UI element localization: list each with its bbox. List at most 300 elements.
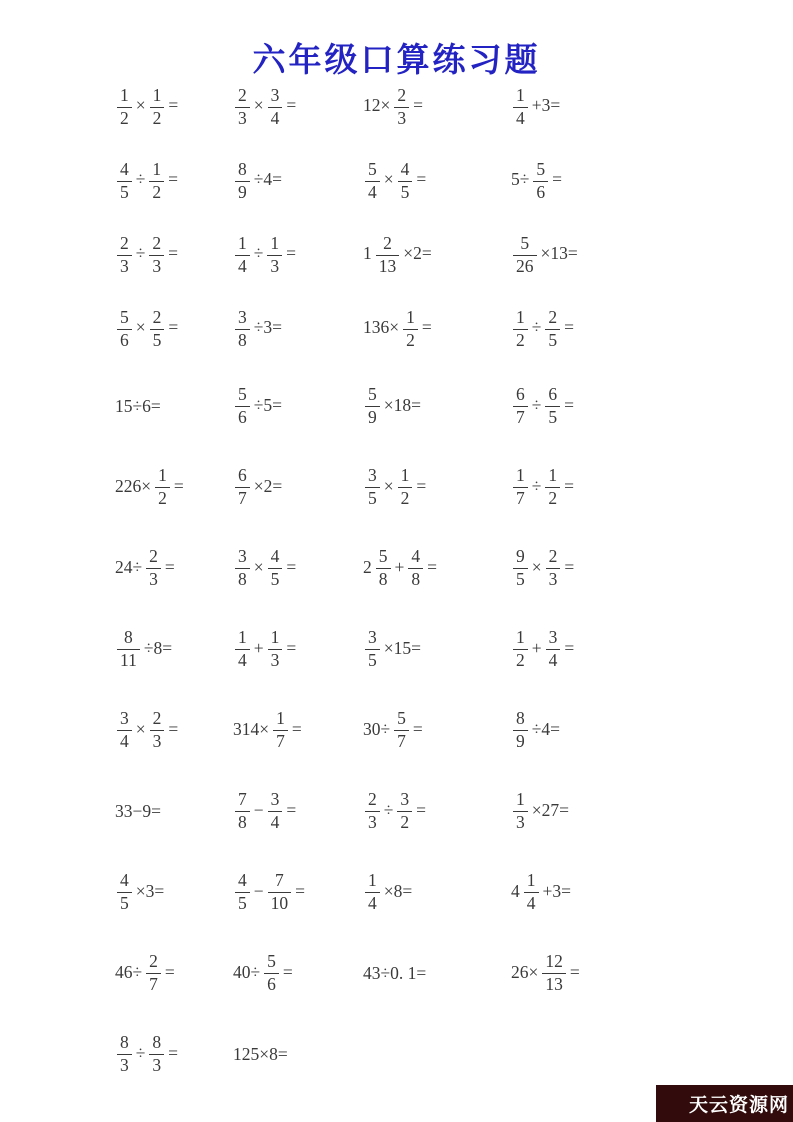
fraction-numerator: 1 [513,86,528,108]
fraction-denominator: 5 [400,181,410,202]
math-token: − [253,880,264,901]
fraction-denominator: 7 [238,488,247,508]
math-token: 314× [233,718,270,739]
problem-cell [510,628,793,670]
fraction [365,628,380,670]
fraction [513,790,528,832]
problem-cell [232,790,362,832]
fraction-denominator: 5 [368,650,377,670]
math-token: ×3= [135,880,165,901]
math-problem [114,870,165,913]
problem-cell [114,547,232,589]
problem-rows [114,70,793,1095]
math-token: ×2= [403,243,432,264]
problem-row [114,771,793,852]
fraction [235,234,250,276]
fraction-numerator: 1 [513,308,528,330]
math-token: 30÷ [363,718,391,739]
math-problem [510,951,581,994]
math-problem [232,1044,289,1064]
fraction-denominator: 4 [270,812,280,832]
fraction-denominator: 2 [516,650,525,670]
fraction [542,952,566,994]
fraction [545,308,560,350]
fraction [268,86,283,128]
fraction-numerator: 7 [268,871,292,893]
fraction [264,952,279,994]
problem-cell [362,385,510,427]
fraction [546,547,561,589]
math-token: ÷ [135,169,146,190]
fraction [235,385,250,427]
math-problem [232,708,303,751]
fraction-numerator: 3 [235,547,250,569]
math-problem [114,232,179,276]
fraction-denominator: 7 [516,407,525,427]
fraction [235,871,250,913]
fraction-numerator: 4 [398,160,413,182]
math-token: = [564,475,574,496]
math-token: = [569,961,580,982]
math-token: ×13= [540,243,578,264]
math-token: = [286,556,297,577]
fraction-numerator: 9 [513,547,528,569]
math-problem [362,627,422,670]
fraction [545,385,560,427]
problem-row [114,852,793,933]
fraction-numerator: 1 [365,871,380,893]
math-token: ×15= [383,637,421,658]
fraction-denominator: 5 [120,181,129,202]
fraction-denominator: 9 [238,181,247,202]
math-token: ÷5= [253,394,282,415]
math-problem [232,158,283,202]
fraction [235,628,250,670]
fraction-denominator: 4 [270,107,280,128]
math-token: = [413,95,423,116]
math-token: ÷ [135,243,146,264]
fraction-denominator: 26 [516,255,534,276]
fraction-numerator: 5 [365,385,380,407]
math-problem [114,396,162,416]
fraction-denominator: 6 [267,974,276,994]
fraction-numerator: 5 [513,234,537,256]
math-problem [362,306,433,350]
problem-cell [510,86,793,128]
fraction [376,234,400,276]
fraction [513,234,537,276]
fraction-numerator: 2 [394,86,409,108]
math-problem [232,232,297,276]
fraction [268,871,292,913]
fraction-numerator: 5 [235,385,250,407]
fraction-denominator: 2 [152,107,162,128]
math-token: = [168,243,178,264]
fraction [394,86,409,128]
fraction-denominator: 4 [368,893,377,913]
math-token: = [564,394,574,415]
fraction-denominator: 3 [368,812,377,832]
math-problem [362,546,438,589]
problem-cell [510,385,793,427]
math-problem [510,306,575,350]
fraction-denominator: 13 [545,974,563,994]
math-problem [114,158,179,202]
fraction-numerator: 3 [365,628,380,650]
fraction-numerator: 5 [117,308,132,330]
fraction-denominator: 2 [548,488,558,508]
problem-cell [362,466,510,508]
fraction-numerator: 5 [264,952,279,974]
math-token: × [253,95,264,116]
fraction-denominator: 4 [548,650,558,670]
fraction-denominator: 4 [120,731,129,751]
math-problem [114,546,176,589]
math-token: × [531,556,542,577]
fraction-numerator: 2 [150,709,165,731]
fraction-denominator: 2 [158,488,167,508]
problem-cell [232,1044,362,1065]
fraction [513,86,528,128]
math-token: = [416,169,427,190]
fraction-denominator: 5 [548,329,558,350]
fraction-denominator: 3 [238,107,247,128]
problem-cell [232,466,362,508]
fraction-numerator: 1 [398,466,413,488]
fraction-denominator: 5 [368,488,377,508]
fraction [117,86,132,128]
fraction-numerator: 1 [524,871,539,893]
fraction-denominator: 7 [516,488,525,508]
math-token: = [427,556,437,577]
fraction [235,308,250,350]
math-token: ×27= [531,799,569,820]
fraction-denominator: 13 [378,255,397,276]
fraction-denominator: 3 [516,812,525,832]
math-problem [510,627,575,670]
math-problem [362,232,433,276]
page-title: 六年级口算练习题 [252,40,541,79]
fraction-denominator: 4 [368,181,377,202]
math-problem [114,951,176,994]
fraction-numerator: 1 [235,628,250,650]
math-token: 4 [511,880,520,901]
fraction [268,628,283,670]
math-token: × [135,317,146,338]
fraction-denominator: 2 [152,181,162,202]
math-token: ÷ [135,1042,146,1063]
fraction-numerator: 1 [235,234,250,256]
fraction [268,790,283,832]
math-token: ÷ [531,394,542,415]
problem-row [114,366,793,447]
fraction-numerator: 4 [117,160,132,182]
fraction-numerator: 3 [397,790,412,812]
math-token: ÷8= [143,637,173,658]
problem-cell [114,709,232,751]
math-problem [510,465,575,508]
math-token: + [394,556,405,577]
fraction-numerator: 2 [365,790,380,812]
fraction-numerator: 7 [235,790,250,812]
fraction-denominator: 3 [152,255,162,276]
math-token: ×18= [383,394,421,415]
math-problem [232,84,297,128]
problem-cell [510,790,793,832]
math-token: 1 [363,243,372,264]
problem-cell [510,952,793,994]
problem-cell [114,871,232,913]
fraction [117,160,132,202]
fraction [149,160,164,202]
math-token: ÷3= [253,317,282,338]
math-problem [510,384,575,427]
problem-row [114,933,793,1014]
math-token: 26× [511,961,539,982]
math-token: = [282,961,293,982]
fraction-denominator: 3 [120,1055,129,1075]
fraction-numerator: 1 [513,628,528,650]
math-problem [362,84,424,128]
math-problem [232,951,294,994]
problem-cell [362,628,510,670]
fraction-denominator: 3 [120,255,129,276]
problem-row [114,70,793,144]
fraction-numerator: 3 [117,709,132,731]
math-token: = [291,718,302,739]
math-token: = [286,637,297,658]
problem-cell [362,160,510,202]
fraction-numerator: 1 [545,466,560,488]
fraction-numerator: 8 [117,628,140,650]
fraction-denominator: 2 [120,107,129,128]
math-token: = [168,169,178,190]
problem-cell [114,1033,232,1075]
problem-cell [510,871,793,913]
fraction [267,234,282,276]
fraction-denominator: 3 [270,255,280,276]
problem-cell [362,871,510,913]
problem-cell [362,234,510,276]
fraction-denominator: 8 [411,569,421,589]
fraction-denominator: 4 [238,650,247,670]
math-token: ÷4= [253,169,282,190]
math-token: = [173,475,184,496]
math-problem [232,789,297,832]
math-token: ÷ [531,475,542,496]
fraction [398,466,413,508]
problem-cell [114,952,232,994]
fraction-numerator: 3 [365,466,380,488]
fraction-numerator: 3 [546,628,561,650]
problem-cell [362,308,510,350]
math-token: = [421,317,432,338]
fraction-denominator: 3 [152,1055,162,1075]
fraction-denominator: 7 [276,731,285,751]
math-problem [232,384,283,427]
math-token: = [168,718,179,739]
math-token: = [416,799,426,820]
math-token: 43÷0. 1= [363,963,427,983]
math-problem [232,306,283,350]
fraction-denominator: 5 [120,893,129,913]
fraction-numerator: 2 [146,547,161,569]
problem-cell [114,466,232,508]
fraction-numerator: 8 [117,1033,132,1055]
fraction-denominator: 2 [406,329,415,350]
math-problem [510,708,561,751]
math-token: = [168,95,179,116]
fraction [513,308,528,350]
fraction-denominator: 6 [120,329,129,350]
math-token: = [564,317,574,338]
fraction [394,709,409,751]
fraction [365,871,380,913]
problem-row [114,1014,793,1095]
problem-cell [510,547,793,589]
math-token: = [564,637,575,658]
math-problem [114,465,185,508]
math-problem [232,546,297,589]
fraction-denominator: 2 [400,488,410,508]
fraction-numerator: 4 [117,871,132,893]
fraction [524,871,539,913]
problem-row [114,218,793,292]
fraction-numerator: 1 [150,86,165,108]
fraction-numerator: 6 [235,466,250,488]
fraction-denominator: 2 [516,329,525,350]
problem-cell [510,308,793,350]
fraction-denominator: 6 [536,181,546,202]
math-token: = [412,718,423,739]
math-problem [114,84,179,128]
fraction-numerator: 3 [268,86,283,108]
math-token: +3= [531,95,561,116]
fraction-numerator: 1 [117,86,132,108]
fraction-numerator: 3 [235,308,250,330]
fraction [533,160,548,202]
fraction [513,709,528,751]
fraction-denominator: 3 [152,731,162,751]
problem-cell [510,466,793,508]
math-token: × [383,475,394,496]
fraction-numerator: 3 [268,790,283,812]
fraction [235,790,250,832]
fraction-numerator: 1 [513,790,528,812]
fraction [235,547,250,589]
math-problem [510,158,563,202]
math-token: × [383,169,394,190]
fraction [546,628,561,670]
fraction [235,466,250,508]
problem-cell [232,952,362,994]
fraction-denominator: 3 [149,569,158,589]
fraction-numerator: 8 [235,160,250,182]
math-token: = [286,243,296,264]
problem-cell [232,385,362,427]
fraction-numerator: 1 [268,628,283,650]
math-problem [510,789,570,832]
math-problem [362,789,427,832]
math-token: ÷ [531,317,542,338]
math-token: = [168,1042,178,1063]
fraction-denominator: 7 [149,974,158,994]
problem-cell [232,234,362,276]
watermark-badge [656,1085,793,1122]
fraction-numerator: 2 [146,952,161,974]
fraction [365,160,380,202]
fraction [513,385,528,427]
fraction-numerator: 12 [542,952,566,974]
math-problem [114,708,179,751]
math-token: 125×8= [233,1044,288,1064]
math-problem [362,870,413,913]
math-problem [362,963,427,983]
fraction-numerator: 4 [268,547,283,569]
fraction [150,308,165,350]
fraction [398,160,413,202]
math-token: 15÷6= [115,396,161,416]
fraction-denominator: 5 [238,893,247,913]
fraction-numerator: 2 [376,234,400,256]
fraction-denominator: 4 [526,893,536,913]
math-problem [510,546,575,589]
math-token: 12× [363,95,391,116]
math-problem [114,627,173,670]
problem-row [114,690,793,771]
fraction [117,308,132,350]
math-token: 46÷ [115,961,143,982]
fraction [235,160,250,202]
math-problem [114,1032,179,1075]
math-problem [362,158,427,202]
math-token: + [253,637,264,658]
fraction [397,790,412,832]
fraction-denominator: 3 [397,107,407,128]
problem-cell [114,801,232,822]
fraction-numerator: 5 [376,547,391,569]
problem-cell [232,628,362,670]
fraction [146,547,161,589]
fraction-denominator: 7 [397,731,406,751]
math-token: = [295,880,305,901]
fraction [155,466,170,508]
fraction-numerator: 2 [149,234,164,256]
fraction-numerator: 1 [149,160,164,182]
fraction-numerator: 6 [545,385,560,407]
fraction-denominator: 8 [238,329,247,350]
fraction-denominator: 5 [152,329,162,350]
fraction [146,952,161,994]
math-problem [114,306,179,350]
fraction [545,466,560,508]
fraction-numerator: 2 [545,308,560,330]
math-token: ×2= [253,475,283,496]
problem-cell [232,160,362,202]
math-token: ÷4= [531,718,560,739]
fraction-numerator: 8 [513,709,528,731]
fraction-numerator: 1 [513,466,528,488]
problem-row [114,447,793,528]
fraction-numerator: 4 [408,547,423,569]
fraction [513,466,528,508]
fraction [117,234,132,276]
math-token: +3= [542,880,571,901]
fraction-denominator: 2 [400,812,410,832]
fraction-denominator: 8 [238,569,247,589]
fraction [365,385,380,427]
problem-row [114,292,793,366]
